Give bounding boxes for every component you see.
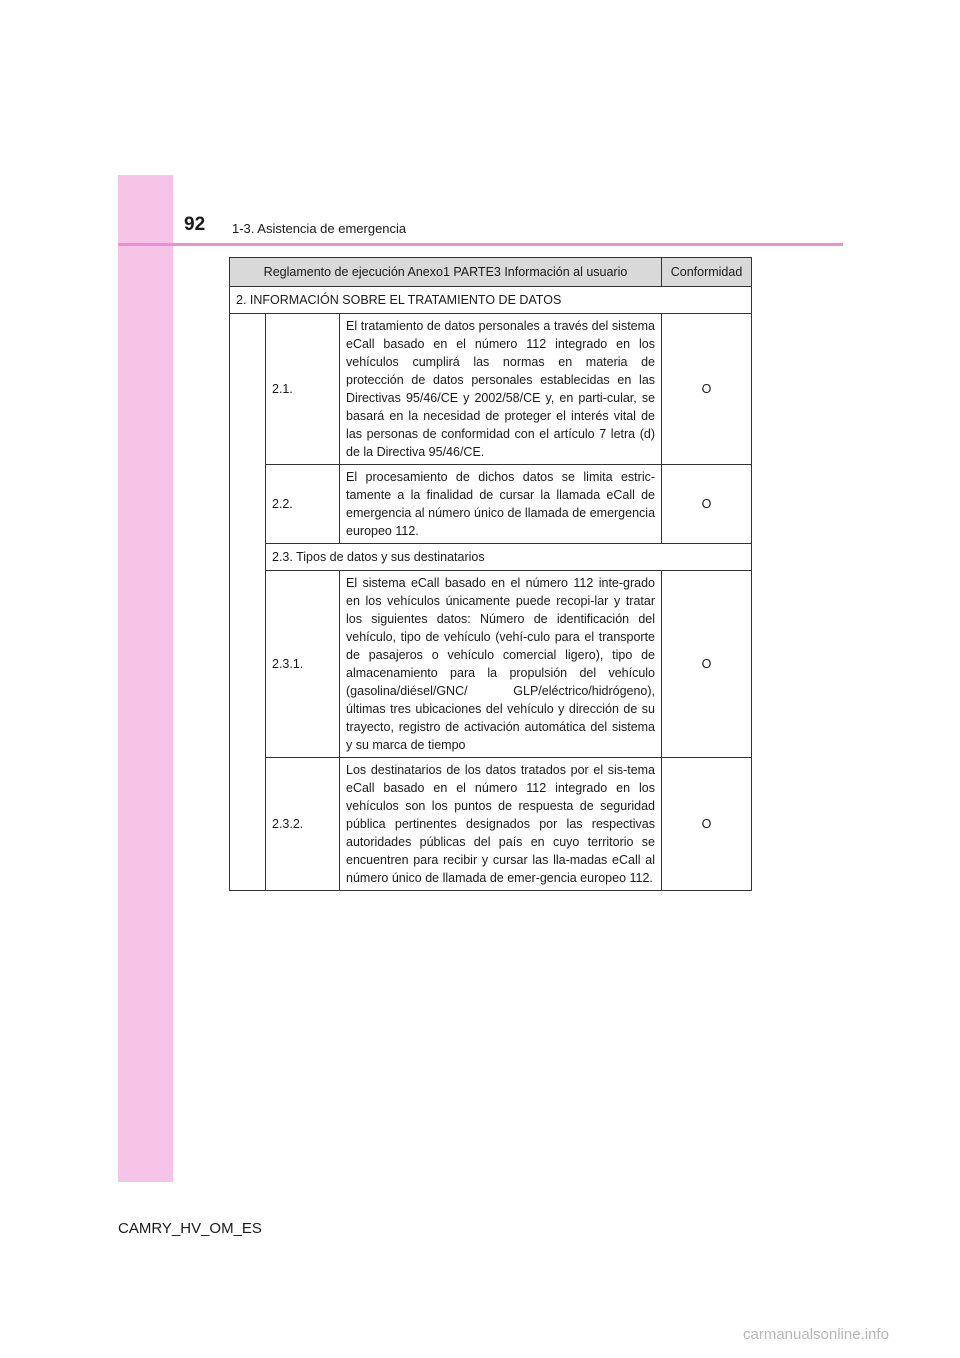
row-number: 2.3.2.	[266, 758, 340, 891]
row-conformity: O	[662, 465, 752, 544]
row-text: El sistema eCall basado en el número 112 inte-grado en los vehículos únicamente puede recopi-lar y tratar los siguientes datos: Número de identificación del vehículo, tipo de vehículo (vehí-culo para el transporte de pasajeros o vehículo comercial ligero), tipo de almacenamiento para la propulsión del vehículo (gasolina/diésel/GNC/ GLP/eléctrico/hidrógeno), últimas tres ubicaciones del vehículo y dirección de su trayecto, registro de activación automática del sistema y su marca de tiempo	[340, 571, 662, 758]
row-number: 2.3.1.	[266, 571, 340, 758]
footer-document-code: CAMRY_HV_OM_ES	[118, 1220, 262, 1237]
table-row	[230, 465, 752, 544]
subheading: 2.3. Tipos de datos y sus destinatarios	[266, 544, 752, 571]
section-heading: 2. INFORMACIÓN SOBRE EL TRATAMIENTO DE DATOS	[230, 287, 752, 314]
header-conformity: Conformidad	[662, 258, 752, 287]
table-row	[230, 758, 752, 891]
table-row	[230, 314, 752, 465]
section-title: 1-3. Asistencia de emergencia	[232, 221, 407, 236]
row-conformity: O	[662, 571, 752, 758]
row-conformity: O	[662, 758, 752, 891]
table-row	[230, 571, 752, 758]
regulation-table	[229, 257, 752, 891]
indent-cell	[230, 314, 266, 891]
watermark: carmanualsonline.info	[743, 1326, 889, 1343]
table-header-row	[230, 258, 752, 287]
subheading-row	[230, 544, 752, 571]
section-heading-row	[230, 287, 752, 314]
row-conformity: O	[662, 314, 752, 465]
row-number: 2.2.	[266, 465, 340, 544]
row-text: Los destinatarios de los datos tratados por el sis-tema eCall basado en el número 112 integrado en los vehículos son los puntos de respuesta de seguridad pública pertinentes designados por las respectivas autoridades públicas del país en cuyo territorio se encuentren para recibir y cursar las lla-madas eCall al número único de llamada de emer-gencia europeo 112.	[340, 758, 662, 891]
row-text: El procesamiento de dichos datos se limita estric-tamente a la finalidad de cursar la llamada eCall de emergencia al número único de llamada de emergencia europeo 112.	[340, 465, 662, 544]
page-number: 92	[184, 214, 206, 235]
side-thumb-band	[118, 175, 173, 1182]
header-divider	[118, 243, 843, 246]
row-number: 2.1.	[266, 314, 340, 465]
row-text: El tratamiento de datos personales a través del sistema eCall basado en el número 112 integrado en los vehículos cumplirá las normas en materia de protección de datos personales establecidas en las Directivas 95/46/CE y 2002/58/CE y, en parti-cular, se basará en la necesidad de proteger el interés vital de las personas de conformidad con el artículo 7 letra (d) de la Directiva 95/46/CE.	[340, 314, 662, 465]
header-regulation: Reglamento de ejecución Anexo1 PARTE3 Información al usuario	[230, 258, 662, 287]
